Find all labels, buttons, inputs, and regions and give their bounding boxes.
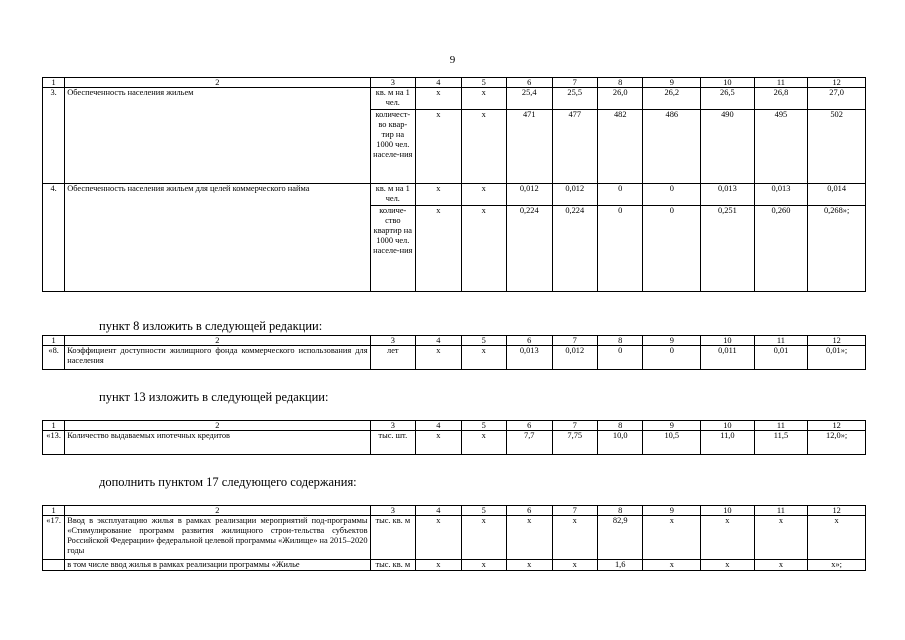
value-cell: 0,014 bbox=[808, 184, 866, 206]
column-number: 5 bbox=[461, 336, 506, 346]
column-number: 1 bbox=[43, 336, 65, 346]
value-cell: 495 bbox=[754, 110, 808, 184]
indicators-table-item-13 bbox=[42, 420, 866, 455]
column-number: 3 bbox=[370, 336, 415, 346]
column-number: 11 bbox=[754, 506, 808, 516]
column-number-row bbox=[43, 421, 866, 431]
value-cell: 26,8 bbox=[754, 88, 808, 110]
value-cell: х bbox=[461, 560, 506, 571]
unit-cell: тыс. шт. bbox=[370, 431, 415, 455]
column-number: 5 bbox=[461, 421, 506, 431]
value-cell: х bbox=[643, 560, 701, 571]
value-cell: х bbox=[754, 560, 808, 571]
value-cell: 0 bbox=[643, 206, 701, 292]
indicator-name: Обеспеченность населения жильем для целей коммерческого найма bbox=[65, 184, 370, 292]
table-row bbox=[43, 346, 866, 370]
value-cell: 486 bbox=[643, 110, 701, 184]
column-number: 4 bbox=[416, 78, 461, 88]
unit-cell: кв. м на 1 чел. bbox=[370, 184, 415, 206]
unit-cell: количест-во квар-тир на 1000 чел. населе-ния bbox=[370, 110, 415, 184]
value-cell: 0 bbox=[643, 346, 701, 370]
value-cell: 490 bbox=[701, 110, 755, 184]
amendment-heading: пункт 13 изложить в следующей редакции: bbox=[99, 390, 329, 404]
indicator-name: Коэффициент доступности жилищного фонда коммерческого использования для населения bbox=[65, 346, 370, 370]
column-number: 1 bbox=[43, 506, 65, 516]
row-number: «13. bbox=[43, 431, 65, 455]
value-cell: х bbox=[461, 184, 506, 206]
value-cell: 0,224 bbox=[552, 206, 597, 292]
value-cell: 25,5 bbox=[552, 88, 597, 110]
value-cell: х bbox=[416, 431, 461, 455]
row-number: 3. bbox=[43, 88, 65, 184]
column-number-row bbox=[43, 506, 866, 516]
value-cell: 471 bbox=[507, 110, 552, 184]
column-number: 4 bbox=[416, 421, 461, 431]
value-cell: 0,012 bbox=[552, 346, 597, 370]
column-number: 8 bbox=[597, 336, 642, 346]
unit-cell: кв. м на 1 чел. bbox=[370, 88, 415, 110]
value-cell: х bbox=[461, 346, 506, 370]
indicators-table-main bbox=[42, 77, 866, 292]
amendment-heading: дополнить пунктом 17 следующего содержания: bbox=[99, 475, 357, 489]
unit-cell: тыс. кв. м bbox=[370, 516, 415, 560]
column-number: 1 bbox=[43, 78, 65, 88]
column-number: 5 bbox=[461, 506, 506, 516]
value-cell: 0,013 bbox=[507, 346, 552, 370]
value-cell: 0 bbox=[597, 206, 642, 292]
column-number: 10 bbox=[701, 336, 755, 346]
row-number bbox=[43, 560, 65, 571]
column-number: 9 bbox=[643, 421, 701, 431]
value-cell: 0,01 bbox=[754, 346, 808, 370]
value-cell: х bbox=[416, 88, 461, 110]
column-number: 3 bbox=[370, 506, 415, 516]
value-cell: 0,013 bbox=[701, 184, 755, 206]
value-cell: х bbox=[507, 516, 552, 560]
row-number: 4. bbox=[43, 184, 65, 292]
value-cell: 0,012 bbox=[552, 184, 597, 206]
table-row bbox=[43, 184, 866, 206]
value-cell: 0 bbox=[597, 184, 642, 206]
value-cell: 7,75 bbox=[552, 431, 597, 455]
value-cell: 0,011 bbox=[701, 346, 755, 370]
column-number: 6 bbox=[507, 421, 552, 431]
value-cell: х bbox=[643, 516, 701, 560]
unit-cell: тыс. кв. м bbox=[370, 560, 415, 571]
column-number: 6 bbox=[507, 78, 552, 88]
value-cell: х bbox=[416, 346, 461, 370]
row-number: «17. bbox=[43, 516, 65, 560]
value-cell: 10,0 bbox=[597, 431, 642, 455]
value-cell: 27,0 bbox=[808, 88, 866, 110]
unit-cell: лет bbox=[370, 346, 415, 370]
column-number: 11 bbox=[754, 78, 808, 88]
value-cell: 10,5 bbox=[643, 431, 701, 455]
column-number: 6 bbox=[507, 336, 552, 346]
value-cell: 0 bbox=[597, 346, 642, 370]
column-number: 1 bbox=[43, 421, 65, 431]
value-cell: 25,4 bbox=[507, 88, 552, 110]
column-number: 3 bbox=[370, 78, 415, 88]
column-number: 9 bbox=[643, 506, 701, 516]
row-number: «8. bbox=[43, 346, 65, 370]
value-cell: х bbox=[416, 184, 461, 206]
value-cell: 0,01»; bbox=[808, 346, 866, 370]
value-cell: х bbox=[461, 88, 506, 110]
column-number: 4 bbox=[416, 336, 461, 346]
value-cell: х bbox=[507, 560, 552, 571]
value-cell: 0,013 bbox=[754, 184, 808, 206]
column-number: 7 bbox=[552, 421, 597, 431]
value-cell: 0,260 bbox=[754, 206, 808, 292]
table-row bbox=[43, 88, 866, 110]
column-number: 7 bbox=[552, 336, 597, 346]
value-cell: 1,6 bbox=[597, 560, 642, 571]
table-row bbox=[43, 560, 866, 571]
indicator-name: Обеспеченность населения жильем bbox=[65, 88, 370, 184]
value-cell: х bbox=[461, 206, 506, 292]
column-number: 12 bbox=[808, 421, 866, 431]
value-cell: 0,012 bbox=[507, 184, 552, 206]
column-number-row bbox=[43, 78, 866, 88]
value-cell: 11,5 bbox=[754, 431, 808, 455]
value-cell: х bbox=[416, 516, 461, 560]
column-number-row bbox=[43, 336, 866, 346]
column-number: 3 bbox=[370, 421, 415, 431]
value-cell: х bbox=[701, 516, 755, 560]
indicator-name: Ввод в эксплуатацию жилья в рамках реализации мероприятий под-программы «Стимулирование программ развития жилищного строи-тельства субъектов Российской Федерации» федеральной целевой программы «Жилище» на 2015–2020 годы bbox=[65, 516, 370, 560]
column-number: 11 bbox=[754, 336, 808, 346]
value-cell: х bbox=[416, 206, 461, 292]
indicator-name: Количество выдаваемых ипотечных кредитов bbox=[65, 431, 370, 455]
value-cell: 0 bbox=[643, 184, 701, 206]
indicators-table-item-17 bbox=[42, 505, 866, 571]
value-cell: х bbox=[461, 516, 506, 560]
value-cell: 0,251 bbox=[701, 206, 755, 292]
value-cell: 82,9 bbox=[597, 516, 642, 560]
table-row bbox=[43, 431, 866, 455]
column-number: 2 bbox=[65, 421, 370, 431]
value-cell: 477 bbox=[552, 110, 597, 184]
value-cell: 0,224 bbox=[507, 206, 552, 292]
unit-cell: количе-ство квартир на 1000 чел. населе-ния bbox=[370, 206, 415, 292]
value-cell: 26,0 bbox=[597, 88, 642, 110]
value-cell: 12,0»; bbox=[808, 431, 866, 455]
column-number: 4 bbox=[416, 506, 461, 516]
value-cell: 11,0 bbox=[701, 431, 755, 455]
column-number: 12 bbox=[808, 336, 866, 346]
value-cell: 26,2 bbox=[643, 88, 701, 110]
column-number: 2 bbox=[65, 506, 370, 516]
column-number: 6 bbox=[507, 506, 552, 516]
column-number: 8 bbox=[597, 78, 642, 88]
value-cell: х bbox=[552, 560, 597, 571]
value-cell: х bbox=[416, 560, 461, 571]
value-cell: х bbox=[701, 560, 755, 571]
value-cell: 502 bbox=[808, 110, 866, 184]
column-number: 12 bbox=[808, 506, 866, 516]
column-number: 9 bbox=[643, 336, 701, 346]
table-row bbox=[43, 516, 866, 560]
value-cell: х bbox=[461, 110, 506, 184]
column-number: 7 bbox=[552, 78, 597, 88]
column-number: 8 bbox=[597, 506, 642, 516]
value-cell: 26,5 bbox=[701, 88, 755, 110]
value-cell: х bbox=[808, 516, 866, 560]
column-number: 10 bbox=[701, 506, 755, 516]
column-number: 7 bbox=[552, 506, 597, 516]
value-cell: х bbox=[461, 431, 506, 455]
indicator-name: в том числе ввод жилья в рамках реализации программы «Жилье bbox=[65, 560, 370, 571]
value-cell: 0,268»; bbox=[808, 206, 866, 292]
value-cell: 7,7 bbox=[507, 431, 552, 455]
value-cell: х bbox=[416, 110, 461, 184]
column-number: 11 bbox=[754, 421, 808, 431]
column-number: 9 bbox=[643, 78, 701, 88]
amendment-heading: пункт 8 изложить в следующей редакции: bbox=[99, 319, 323, 333]
column-number: 12 bbox=[808, 78, 866, 88]
column-number: 8 bbox=[597, 421, 642, 431]
column-number: 10 bbox=[701, 78, 755, 88]
column-number: 2 bbox=[65, 336, 370, 346]
column-number: 2 bbox=[65, 78, 370, 88]
column-number: 5 bbox=[461, 78, 506, 88]
value-cell: х»; bbox=[808, 560, 866, 571]
page-number: 9 bbox=[449, 54, 456, 66]
value-cell: 482 bbox=[597, 110, 642, 184]
value-cell: х bbox=[754, 516, 808, 560]
value-cell: х bbox=[552, 516, 597, 560]
indicators-table-item-8 bbox=[42, 335, 866, 370]
column-number: 10 bbox=[701, 421, 755, 431]
